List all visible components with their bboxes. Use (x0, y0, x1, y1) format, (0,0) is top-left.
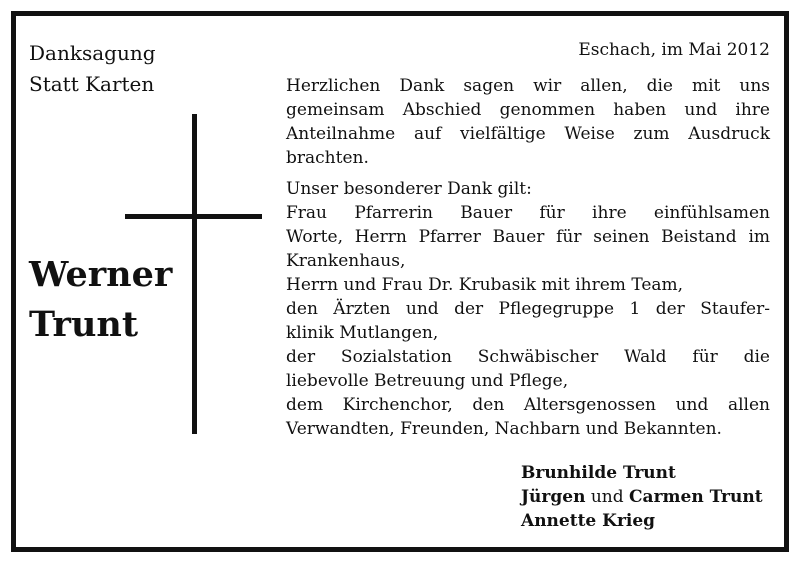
cross-icon-horizontal-bar (125, 214, 262, 219)
thanks-paragraph-special (286, 177, 770, 441)
deceased-first-name: Werner (29, 254, 173, 295)
text-line: Krankenhaus, (286, 251, 406, 271)
thanks-text (286, 74, 770, 441)
heading-danksagung: Danksagung (29, 41, 156, 65)
heading-statt-karten: Statt Karten (29, 72, 155, 96)
text-line: Anteilnahme auf vielfältige Weise zum Ausdruck (286, 124, 770, 144)
deceased-name (29, 250, 172, 350)
obituary-notice (11, 11, 789, 552)
signatures (521, 461, 763, 533)
text-line: liebevolle Betreuung und Pflege, (286, 371, 569, 391)
signature-line: Annette Krieg (521, 511, 656, 531)
text-line: Frau Pfarrerin Bauer für ihre einfühlsamen (286, 203, 770, 223)
text-line: Herzlichen Dank sagen wir allen, die mit uns (286, 76, 770, 96)
text-line: den Ärzten und der Pflegegruppe 1 der Staufer- (286, 299, 770, 319)
cross-icon-vertical-bar (192, 114, 197, 434)
text-line: der Sozialstation Schwäbischer Wald für die (286, 347, 770, 367)
text-line: brachten. (286, 148, 369, 168)
signature-name: Carmen Trunt (629, 487, 763, 507)
text-line: Worte, Herrn Pfarrer Bauer für seinen Beistand im (286, 227, 770, 247)
text-line: klinik Mutlangen, (286, 323, 439, 343)
text-line: Herrn und Frau Dr. Krubasik mit ihrem Team, (286, 275, 684, 295)
text-line: dem Kirchenchor, den Altersgenossen und allen (286, 395, 770, 415)
text-line: Verwandten, Freunden, Nachbarn und Bekannten. (286, 419, 722, 439)
signature-conjunction: und (590, 487, 624, 507)
thanks-paragraph-general (286, 74, 770, 170)
text-line: Unser besonderer Dank gilt: (286, 179, 532, 199)
notice-heading (29, 38, 156, 100)
place-and-date: Eschach, im Mai 2012 (578, 40, 770, 60)
signature-line: Brunhilde Trunt (521, 463, 676, 483)
signature-line (521, 485, 763, 509)
signature-name: Jürgen (521, 487, 586, 507)
deceased-last-name: Trunt (29, 304, 138, 345)
text-line: gemeinsam Abschied genommen haben und ihre (286, 100, 770, 120)
